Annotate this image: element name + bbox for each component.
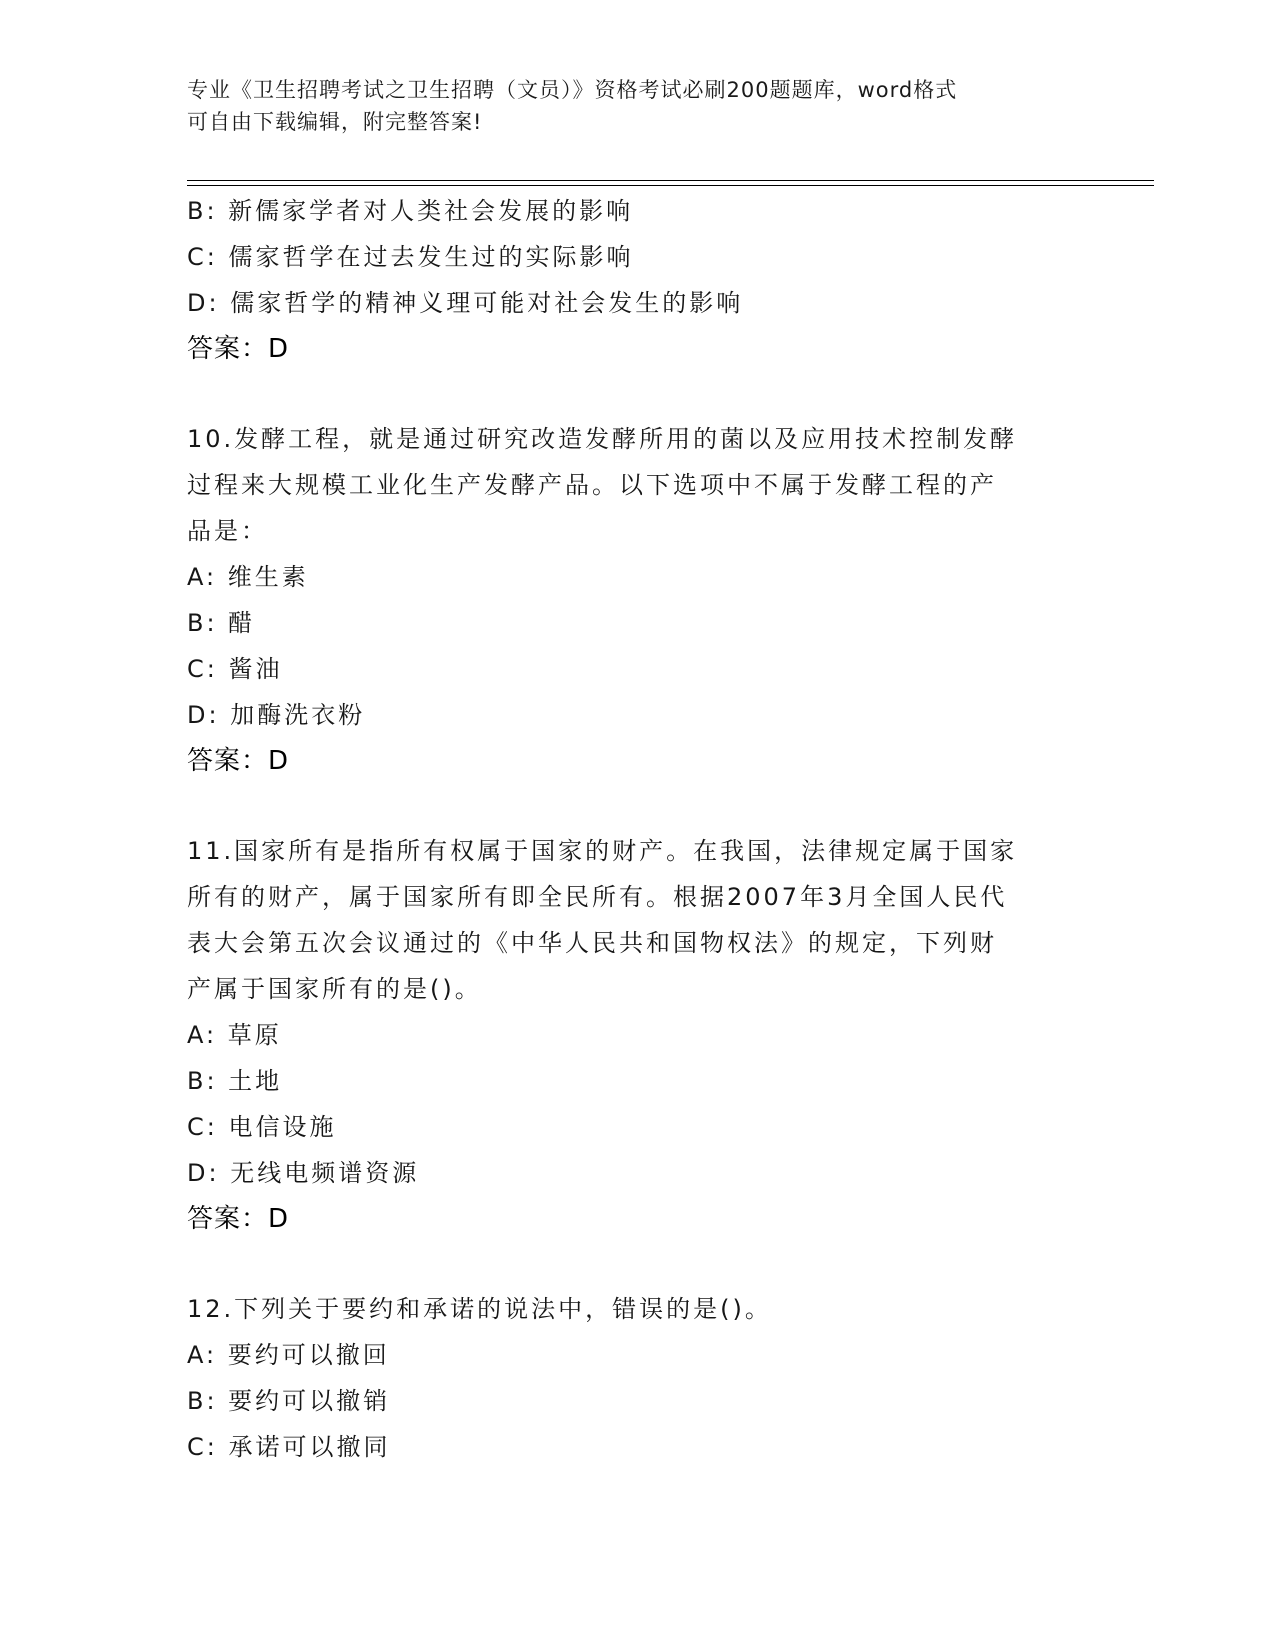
spacer xyxy=(187,784,1087,828)
header-divider-top xyxy=(187,180,1154,181)
answer: 答案：D xyxy=(187,334,290,364)
option-a: A: 草原 xyxy=(187,1021,282,1049)
option-c: C: 儒家哲学在过去发生过的实际影响 xyxy=(187,243,634,271)
question-10 xyxy=(187,416,1087,784)
question-stem: 10.发酵工程，就是通过研究改造发酵所用的菌以及应用技术控制发酵 xyxy=(187,425,1018,453)
answer: 答案：D xyxy=(187,746,290,776)
option-c: C: 承诺可以撤同 xyxy=(187,1433,391,1461)
header-line-1: 专业《卫生招聘考试之卫生招聘（文员）》资格考试必刷200题题库，word格式 xyxy=(187,78,958,102)
question-stem: 过程来大规模工业化生产发酵产品。以下选项中不属于发酵工程的产 xyxy=(187,471,997,499)
question-12 xyxy=(187,1286,1087,1470)
question-stem: 所有的财产，属于国家所有即全民所有。根据2007年3月全国人民代 xyxy=(187,883,1008,911)
document-header xyxy=(187,74,1087,138)
option-c: C: 电信设施 xyxy=(187,1113,337,1141)
option-b: B: 土地 xyxy=(187,1067,283,1095)
option-b: B: 醋 xyxy=(187,609,256,637)
question-list xyxy=(187,188,1087,1470)
question-stem: 表大会第五次会议通过的《中华人民共和国物权法》的规定，下列财 xyxy=(187,929,997,957)
option-b: B: 新儒家学者对人类社会发展的影响 xyxy=(187,197,634,225)
header-divider-bottom xyxy=(187,185,1154,186)
option-b: B: 要约可以撤销 xyxy=(187,1387,391,1415)
answer: 答案：D xyxy=(187,1204,290,1234)
question-stem: 11.国家所有是指所有权属于国家的财产。在我国，法律规定属于国家 xyxy=(187,837,1018,865)
option-d: D: 无线电频谱资源 xyxy=(187,1159,420,1187)
question-stem: 12.下列关于要约和承诺的说法中，错误的是()。 xyxy=(187,1295,772,1323)
question-9 xyxy=(187,188,1087,372)
question-11 xyxy=(187,828,1087,1242)
option-a: A: 要约可以撤回 xyxy=(187,1341,390,1369)
option-d: D: 儒家哲学的精神义理可能对社会发生的影响 xyxy=(187,289,744,317)
spacer xyxy=(187,1242,1087,1286)
spacer xyxy=(187,372,1087,416)
option-d: D: 加酶洗衣粉 xyxy=(187,701,366,729)
header-line-2: 可自由下载编辑，附完整答案! xyxy=(187,110,483,134)
question-stem: 产属于国家所有的是()。 xyxy=(187,975,482,1003)
question-stem: 品是： xyxy=(187,517,268,545)
option-c: C: 酱油 xyxy=(187,655,283,683)
option-a: A: 维生素 xyxy=(187,563,309,591)
